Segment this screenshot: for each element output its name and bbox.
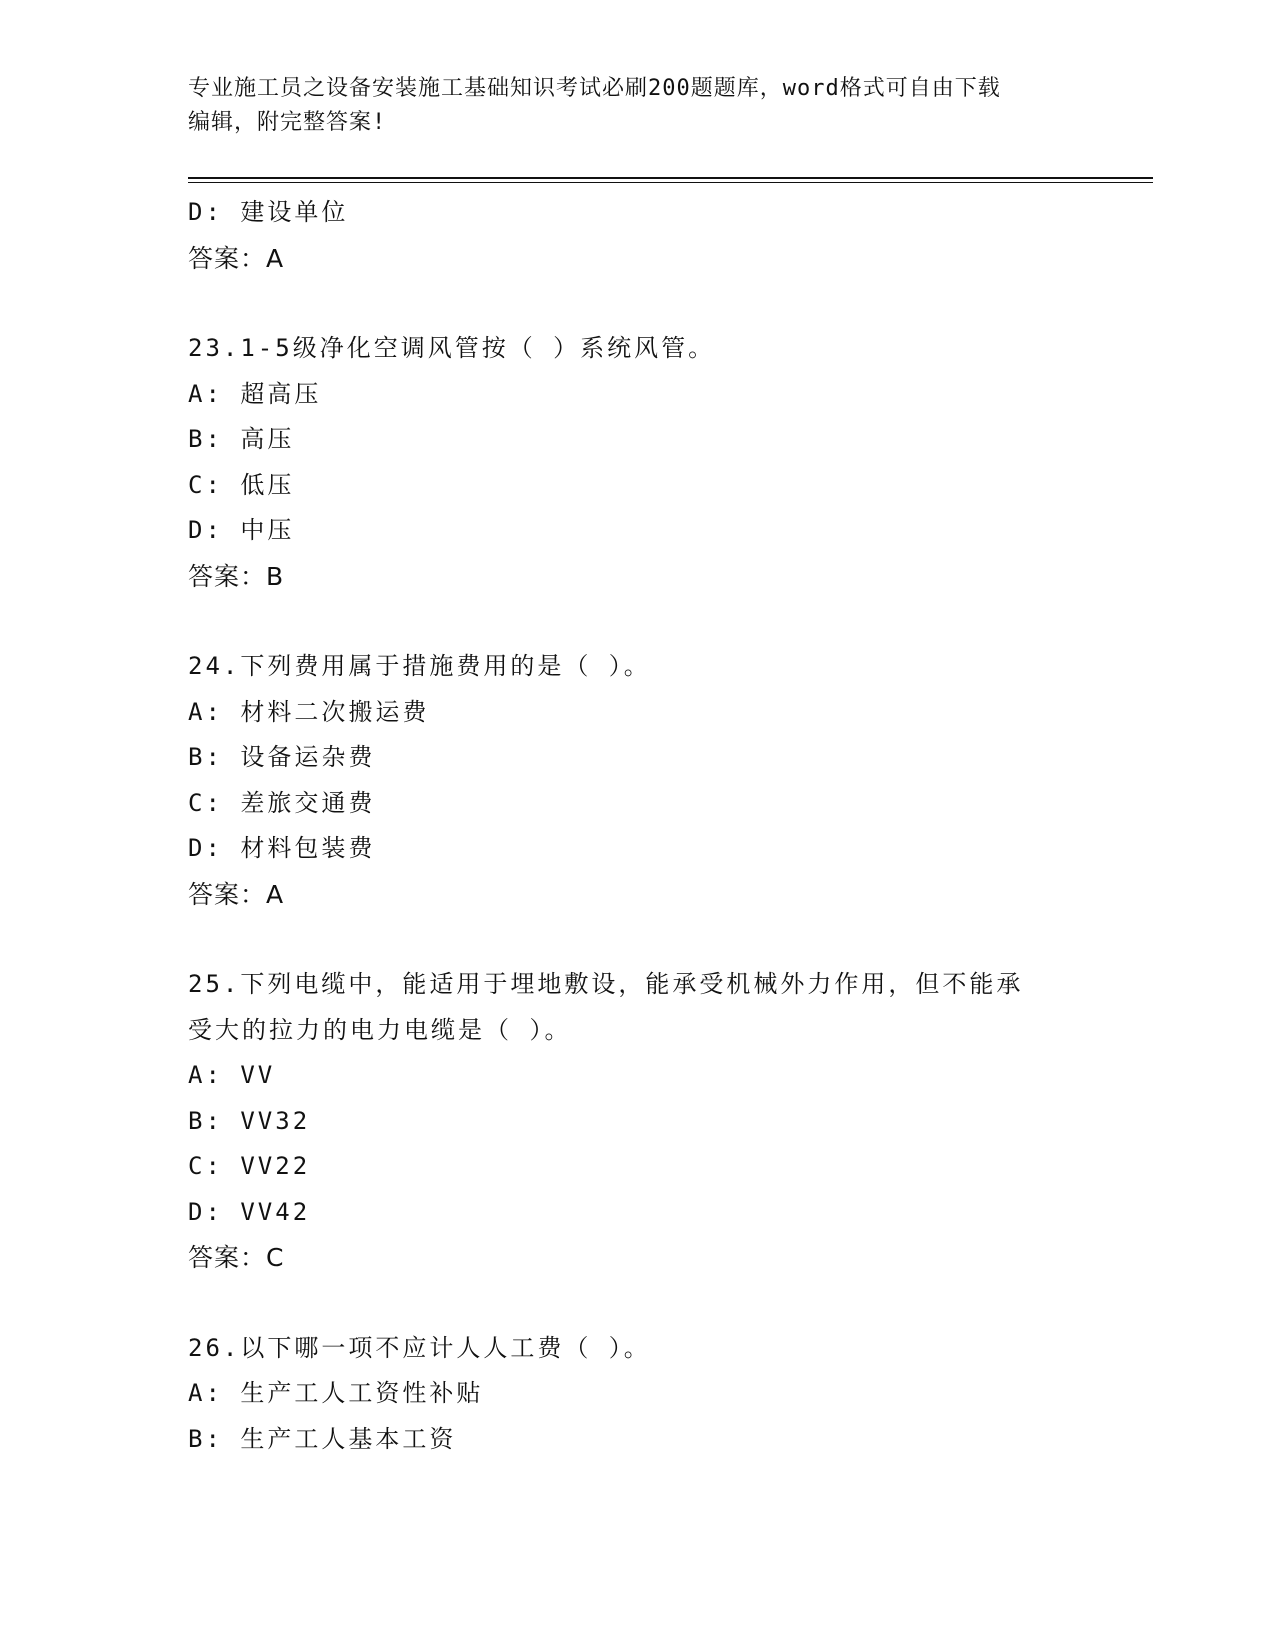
question-block — [188, 1326, 1088, 1463]
option-text: D: 材料包装费 — [188, 834, 376, 862]
spacer — [188, 917, 1088, 962]
question-text: 24.下列费用属于措施费用的是（ ）。 — [188, 652, 651, 680]
option-text: B: 设备运杂费 — [188, 743, 376, 771]
spacer — [188, 599, 1088, 644]
question-block — [188, 962, 1088, 1281]
option-text: C: VV22 — [188, 1152, 311, 1180]
spacer — [188, 281, 1088, 326]
answer-text: 答案：B — [188, 561, 285, 591]
answer-text: 答案：A — [188, 243, 285, 273]
option-text: A: 材料二次搬运费 — [188, 697, 430, 726]
header-rule-thick — [188, 177, 1153, 179]
header-line-1: 专业施工员之设备安装施工基础知识考试必刷200题题库，word格式可自由下载 — [188, 76, 1001, 101]
header-line-2: 编辑，附完整答案! — [188, 110, 387, 135]
question-block — [188, 644, 1088, 917]
document-body — [188, 190, 1088, 1462]
question-block — [188, 326, 1088, 599]
question-text-continued: 受大的拉力的电力电缆是（ ）。 — [188, 1015, 572, 1044]
option-text: A: 超高压 — [188, 379, 322, 408]
document-header — [188, 72, 1068, 140]
option-text: A: VV — [188, 1061, 276, 1089]
option-text: B: 生产工人基本工资 — [188, 1424, 457, 1453]
option-text: D: VV42 — [188, 1197, 311, 1226]
option-text: C: 差旅交通费 — [188, 788, 376, 817]
option-text: A: 生产工人工资性补贴 — [188, 1379, 484, 1407]
spacer — [188, 1281, 1088, 1326]
option-text: B: 高压 — [188, 425, 295, 453]
question-text: 25.下列电缆中，能适用于埋地敷设，能承受机械外力作用，但不能承 — [188, 970, 1024, 998]
option-text: C: 低压 — [188, 470, 295, 499]
option-text: D: 中压 — [188, 516, 295, 544]
answer-text: 答案：A — [188, 879, 285, 909]
option-text: B: VV32 — [188, 1106, 311, 1135]
header-rule-thin — [188, 182, 1153, 183]
option-text: D: 建设单位 — [188, 198, 349, 226]
question-text: 26.以下哪一项不应计人人工费（ ）。 — [188, 1333, 651, 1362]
question-text: 23.1-5级净化空调风管按（ ）系统风管。 — [188, 334, 716, 362]
answer-text: 答案：C — [188, 1243, 285, 1272]
